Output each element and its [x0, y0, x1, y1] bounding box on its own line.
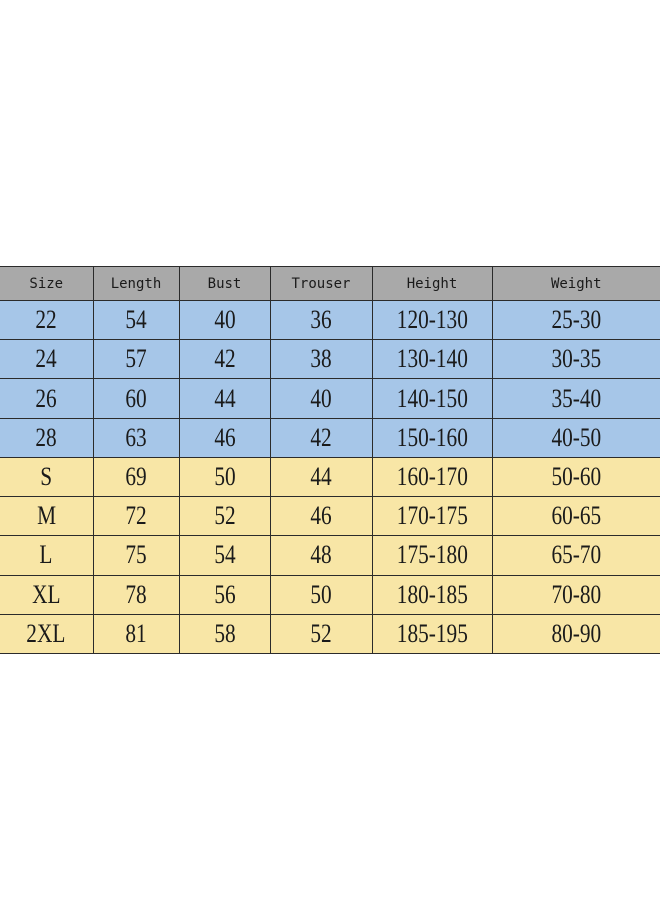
- header-trouser: Trouser: [270, 267, 372, 301]
- cell-height: 160-170: [372, 457, 492, 496]
- cell-height: 150-160: [372, 418, 492, 457]
- table-row: [0, 418, 660, 457]
- cell-height: 185-195: [372, 614, 492, 653]
- cell-bust: 58: [179, 614, 270, 653]
- cell-size: L: [0, 536, 93, 575]
- table-row: [0, 301, 660, 340]
- table-row: [0, 340, 660, 379]
- cell-bust: 42: [179, 340, 270, 379]
- cell-length: 57: [93, 340, 179, 379]
- cell-trouser: 48: [270, 536, 372, 575]
- cell-height: 140-150: [372, 379, 492, 418]
- cell-trouser: 52: [270, 614, 372, 653]
- cell-bust: 40: [179, 301, 270, 340]
- cell-size: 26: [0, 379, 93, 418]
- cell-length: 72: [93, 497, 179, 536]
- cell-trouser: 38: [270, 340, 372, 379]
- cell-size: 24: [0, 340, 93, 379]
- cell-height: 180-185: [372, 575, 492, 614]
- cell-length: 78: [93, 575, 179, 614]
- cell-weight: 60-65: [492, 497, 660, 536]
- header-length: Length: [93, 267, 179, 301]
- cell-height: 120-130: [372, 301, 492, 340]
- cell-length: 60: [93, 379, 179, 418]
- cell-weight: 40-50: [492, 418, 660, 457]
- cell-height: 170-175: [372, 497, 492, 536]
- cell-length: 75: [93, 536, 179, 575]
- size-chart-header: [0, 267, 660, 301]
- cell-trouser: 36: [270, 301, 372, 340]
- cell-size: S: [0, 457, 93, 496]
- cell-weight: 65-70: [492, 536, 660, 575]
- cell-bust: 44: [179, 379, 270, 418]
- cell-height: 130-140: [372, 340, 492, 379]
- cell-bust: 54: [179, 536, 270, 575]
- cell-size: XL: [0, 575, 93, 614]
- cell-length: 69: [93, 457, 179, 496]
- cell-size: 2XL: [0, 614, 93, 653]
- table-row: [0, 497, 660, 536]
- cell-trouser: 40: [270, 379, 372, 418]
- cell-length: 81: [93, 614, 179, 653]
- cell-bust: 56: [179, 575, 270, 614]
- cell-size: 22: [0, 301, 93, 340]
- cell-height: 175-180: [372, 536, 492, 575]
- cell-size: M: [0, 497, 93, 536]
- header-row: [0, 267, 660, 301]
- cell-trouser: 44: [270, 457, 372, 496]
- table-row: [0, 575, 660, 614]
- cell-weight: 70-80: [492, 575, 660, 614]
- cell-weight: 30-35: [492, 340, 660, 379]
- header-weight: Weight: [492, 267, 660, 301]
- cell-weight: 25-30: [492, 301, 660, 340]
- size-chart-table: [0, 266, 660, 654]
- cell-trouser: 50: [270, 575, 372, 614]
- cell-bust: 46: [179, 418, 270, 457]
- table-row: [0, 379, 660, 418]
- cell-trouser: 46: [270, 497, 372, 536]
- cell-trouser: 42: [270, 418, 372, 457]
- cell-size: 28: [0, 418, 93, 457]
- table-row: [0, 614, 660, 653]
- table-row: [0, 536, 660, 575]
- cell-weight: 35-40: [492, 379, 660, 418]
- header-height: Height: [372, 267, 492, 301]
- cell-length: 63: [93, 418, 179, 457]
- size-chart-body: [0, 301, 660, 654]
- header-bust: Bust: [179, 267, 270, 301]
- cell-length: 54: [93, 301, 179, 340]
- cell-bust: 52: [179, 497, 270, 536]
- table-row: [0, 457, 660, 496]
- cell-weight: 80-90: [492, 614, 660, 653]
- cell-weight: 50-60: [492, 457, 660, 496]
- header-size: Size: [0, 267, 93, 301]
- cell-bust: 50: [179, 457, 270, 496]
